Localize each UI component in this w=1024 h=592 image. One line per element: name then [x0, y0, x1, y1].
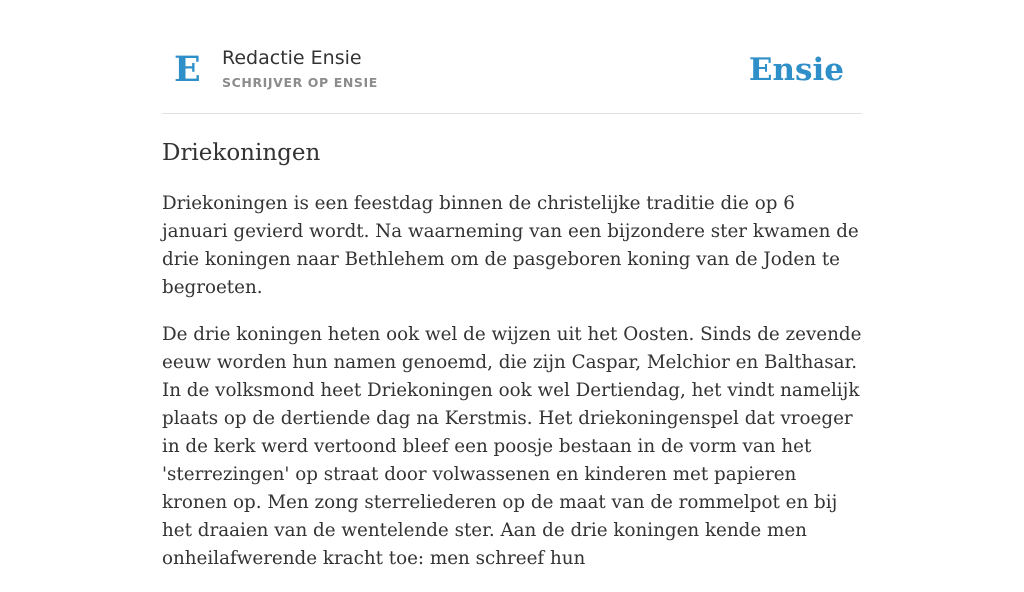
article-body	[162, 190, 862, 592]
author-avatar[interactable]: E	[174, 49, 201, 90]
article-paragraph: De drie koningen heten ook wel de wijzen uit het Oosten. Sinds de zevende eeuw worden hun namen genoemd, die zijn Caspar, Melchior en Balthasar. In de volksmond heet Driekoningen ook wel Dertiendag, het vindt namelijk plaats op de dertiende dag na Kerstmis. Het driekoningenspel dat vroeger in de kerk werd vertoond bleef een poosje bestaan in de vorm van het 'sterrezingen' op straat door volwassenen en kinderen met papieren kronen op. Men zong sterreliederen op de maat van de rommelpot en bij het draaien van de wentelende ster. Aan de drie koningen kende men onheilafwerende kracht toe: men schreef hun	[162, 324, 862, 569]
article-paragraph: Driekoningen is een feestdag binnen de christelijke traditie die op 6 januari gevierd wordt. Na waarneming van een bijzondere ster kwamen de drie koningen naar Bethlehem om de pasgeboren koning van de Joden te begroeten.	[162, 193, 859, 298]
author-name[interactable]: Redactie Ensie	[222, 47, 362, 69]
brand-logo[interactable]: Ensie	[748, 52, 844, 88]
article-title: Driekoningen	[162, 140, 321, 166]
article-header	[162, 0, 862, 114]
author-role: SCHRIJVER OP ENSIE	[222, 75, 378, 90]
article-container	[162, 0, 862, 569]
